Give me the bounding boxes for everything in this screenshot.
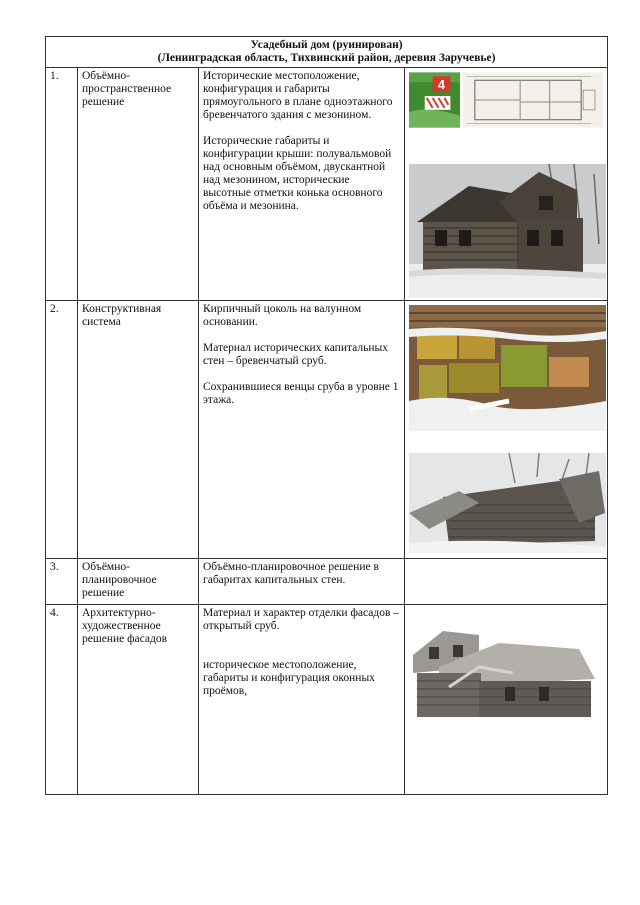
- row-name: Объёмно-планировочное решение: [78, 559, 199, 605]
- table-row: [46, 301, 608, 559]
- row-number: 3.: [46, 559, 78, 605]
- row-images: [405, 301, 608, 559]
- table-header-row: [46, 37, 608, 68]
- heritage-table: [45, 36, 608, 795]
- facade-photo: [409, 627, 599, 723]
- row-images: [405, 559, 608, 605]
- document-subtitle: (Ленинградская область, Тихвинский район, деревия Заручевье): [157, 52, 496, 64]
- ruined-walls-photo: [409, 453, 606, 553]
- table-header: [46, 37, 608, 68]
- row-number: 1.: [46, 68, 78, 301]
- row-images: [405, 68, 608, 301]
- desc-paragraph: Материал исторических капитальных стен – бревенчатый сруб.: [203, 342, 388, 367]
- table-row: [46, 559, 608, 605]
- map-marker-label: 4: [437, 77, 446, 93]
- location-map-image: [409, 72, 460, 128]
- foundation-photo: [409, 305, 606, 431]
- row-name: Архитектурно-художественное решение фасадов: [78, 605, 199, 795]
- row-description: [199, 559, 405, 605]
- floor-plan-image: [463, 72, 603, 128]
- row-description: [199, 301, 405, 559]
- house-exterior-photo: [409, 164, 606, 298]
- row-name: Конструктивная система: [78, 301, 199, 559]
- row-name: Объёмно-пространственное решение: [78, 68, 199, 301]
- desc-paragraph: Материал и характер отделки фасадов – открытый сруб.: [203, 607, 400, 632]
- desc-paragraph: Кирпичный цоколь на валунном основании.: [203, 303, 362, 328]
- document-sheet: [45, 36, 607, 795]
- row-description: [199, 605, 405, 795]
- row-images: [405, 605, 608, 795]
- table-row: [46, 68, 608, 301]
- row-number: 2.: [46, 301, 78, 559]
- table-row: [46, 605, 608, 795]
- desc-paragraph: Исторические местоположение, конфигурация и габариты прямоугольного в плане одноэтажного бревенчатого здания с мезонином.: [203, 70, 393, 121]
- desc-paragraph: Сохранившиеся венцы сруба в уровне 1 этажа.: [203, 381, 399, 406]
- desc-paragraph: историческое местоположение, габариты и конфигурация оконных проёмов,: [203, 659, 375, 697]
- document-title: Усадебный дом (руинирован): [250, 39, 403, 51]
- desc-paragraph: Объёмно-планировочное решение в габаритах капитальных стен.: [203, 561, 379, 586]
- row-description: [199, 68, 405, 301]
- row-number: 4.: [46, 605, 78, 795]
- desc-paragraph: Исторические габариты и конфигурации крыши: полувальмовой над основным объёмом, двускантной над мезонином, исторические высотные отметки конька основного объёма и мезонина.: [203, 135, 392, 212]
